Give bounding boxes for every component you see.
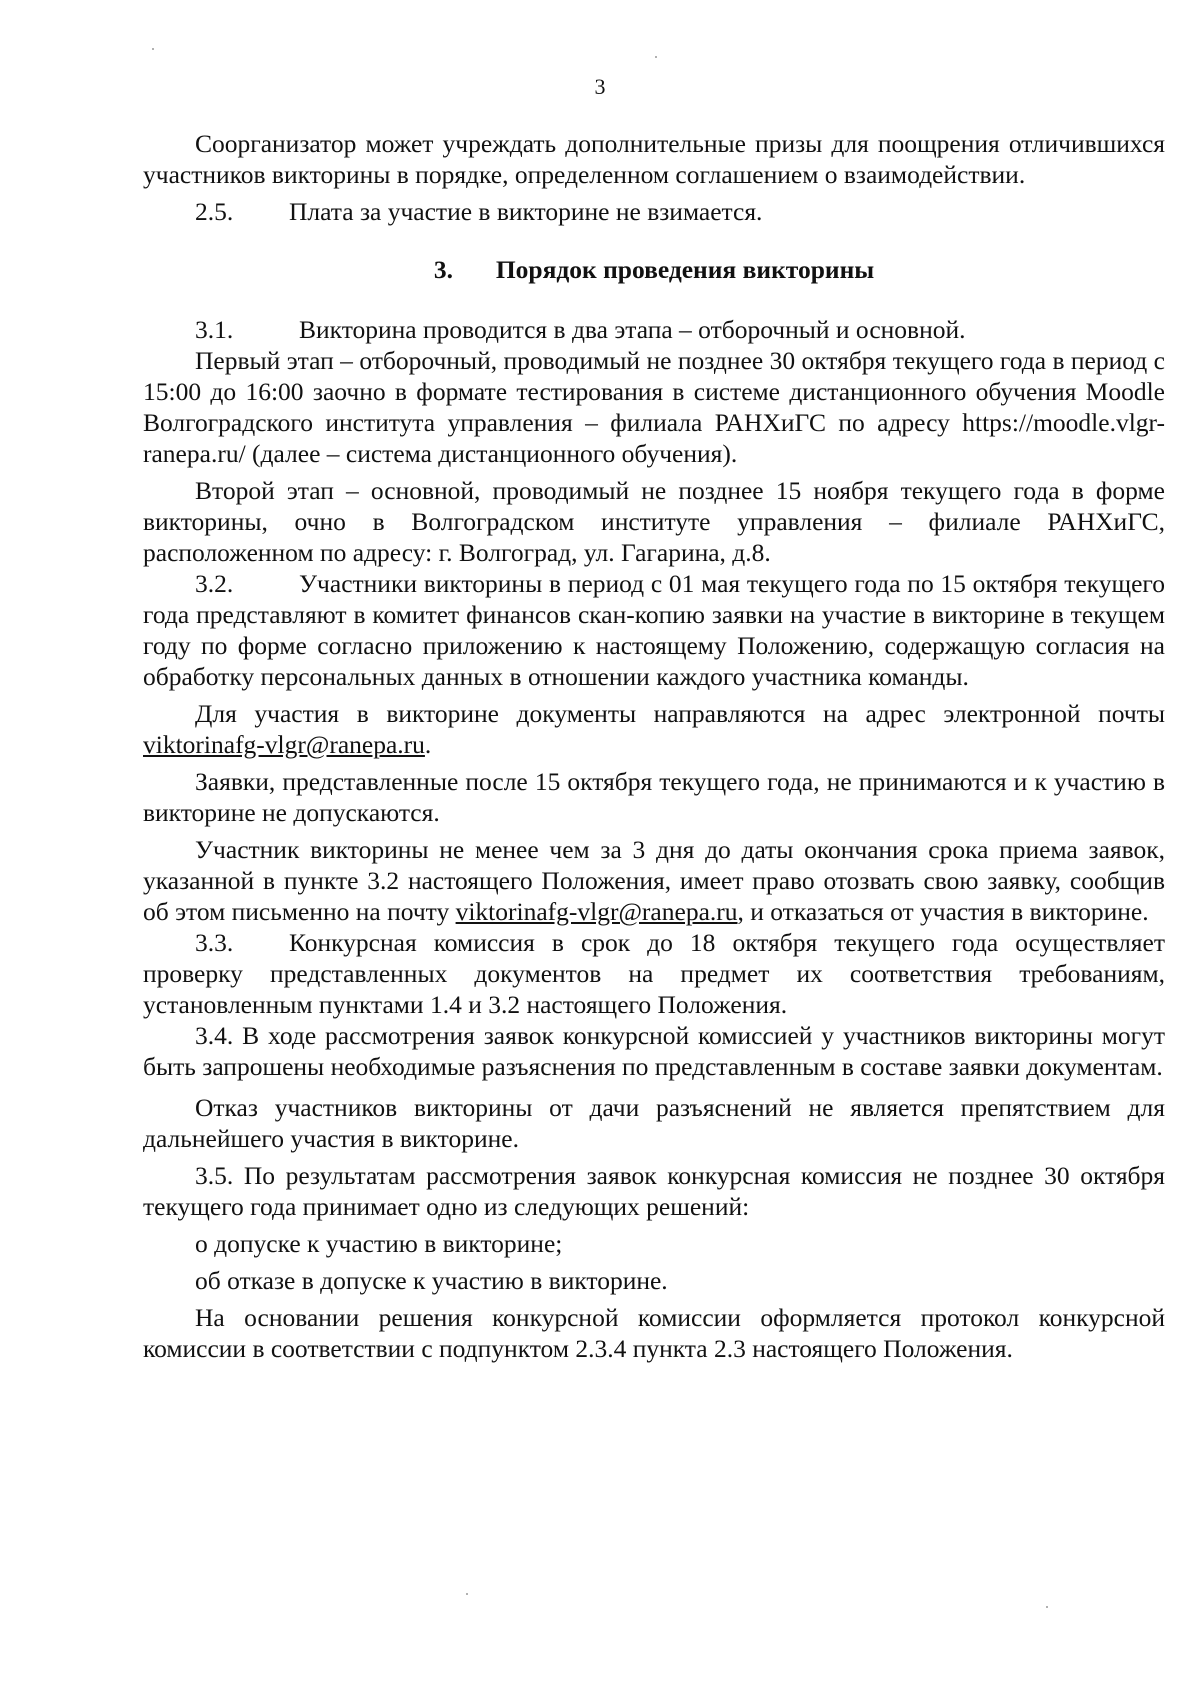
item-3-5: 3.5. По результатам рассмотрения заявок конкурсная комиссия не позднее 30 октября текущего года принимает одно из следующих решений:	[143, 1161, 1165, 1221]
item-text: Конкурсная комиссия в срок до 18 октября текущего года осуществляет проверку представленных документов на предмет их соответствия требованиям, установленным пунктами 1.4 и 3.2 настоящего Положения.	[143, 928, 1165, 1019]
section-title: Порядок проведения викторины	[495, 255, 875, 284]
item-text: Участники викторины в период с 01 мая текущего года по 15 октября текущего года представляют в комитет финансов скан-копию заявки на участие в викторине в текущем году по форме согласно приложению к настоящему Положению, содержащую согласия на обработку персональных данных в отношении каждого участника команды.	[143, 569, 1165, 691]
item-3-1	[143, 314, 1165, 345]
item-number: 3.3.	[195, 928, 234, 957]
paragraph-late-applications: Заявки, представленные после 15 октября текущего года, не принимаются и к участию в викторине не допускаются.	[143, 767, 1165, 827]
item-3-2	[143, 568, 1165, 692]
paragraph-refusal: Отказ участников викторины от дачи разъяснений не является препятствием для дальнейшего участия в викторине.	[143, 1093, 1165, 1153]
withdraw-text-before: Участник викторины не менее чем за 3 дня до даты окончания срока приема заявок, указанной в пункте 3.2 настоящего Положения, имеет право отозвать свою заявку, сообщив об этом письменно на почту	[143, 835, 1165, 926]
paragraph-protocol: На основании решения конкурсной комиссии оформляется протокол конкурсной комиссии в соответствии с подпунктом 2.3.4 пункта 2.3 настоящего Положения.	[143, 1303, 1165, 1363]
scan-speck	[152, 48, 154, 50]
item-number: 2.5.	[195, 197, 234, 226]
paragraph-email	[143, 698, 1165, 760]
paragraph-stage-2: Второй этап – основной, проводимый не позднее 15 ноября текущего года в форме викторины, очно в Волгоградском институте управления – филиале РАНХиГС, расположенном по адресу: г. Волгоград, ул. Гагарина, д.8.	[143, 476, 1165, 567]
paragraph-stage-1: Первый этап – отборочный, проводимый не позднее 30 октября текущего года в период с 15:00 до 16:00 заочно в формате тестирования в системе дистанционного обучения Moodle Волгоградского института управления – филиала РАНХиГС по адресу https://moodle.vlgr-ranepa.ru/ (далее – система дистанционного обучения).	[143, 346, 1165, 468]
document-body	[143, 128, 1165, 1364]
withdraw-text-after: , и отказаться от участия в викторине.	[737, 897, 1149, 926]
section-number: 3.	[433, 255, 453, 284]
section-heading	[143, 254, 1165, 285]
item-text: Плата за участие в викторине не взимается.	[289, 197, 763, 226]
decision-refuse: об отказе в допуске к участию в викторине.	[195, 1266, 668, 1295]
item-text: Викторина проводится в два этапа – отборочный и основной.	[299, 315, 966, 344]
email-text-before: Для участия в викторине документы направляются на адрес электронной почты	[195, 699, 1165, 728]
item-number: 3.2.	[195, 569, 234, 598]
item-2-5	[143, 196, 1165, 227]
scan-speck	[655, 56, 657, 58]
item-3-4: 3.4. В ходе рассмотрения заявок конкурсной комиссией у участников викторины могут быть запрошены необходимые разъяснения по представленным в составе заявки документам.	[143, 1021, 1165, 1081]
email-text-after: .	[424, 730, 432, 759]
item-number: 3.1.	[195, 315, 234, 344]
item-3-3	[143, 927, 1165, 1020]
paragraph-prizes: Соорганизатор может учреждать дополнительные призы для поощрения отличившихся участников викторины в порядке, определенном соглашением о взаимодействии.	[143, 129, 1165, 189]
page-number: 3	[594, 74, 606, 99]
scan-speck	[1046, 1606, 1048, 1608]
email-link[interactable]: viktorinafg-vlgr@ranepa.ru	[143, 730, 425, 759]
decision-admit: о допуске к участию в викторине;	[195, 1229, 563, 1258]
paragraph-withdraw	[143, 834, 1165, 927]
scan-speck	[466, 1593, 468, 1595]
email-link[interactable]: viktorinafg-vlgr@ranepa.ru	[455, 897, 738, 926]
